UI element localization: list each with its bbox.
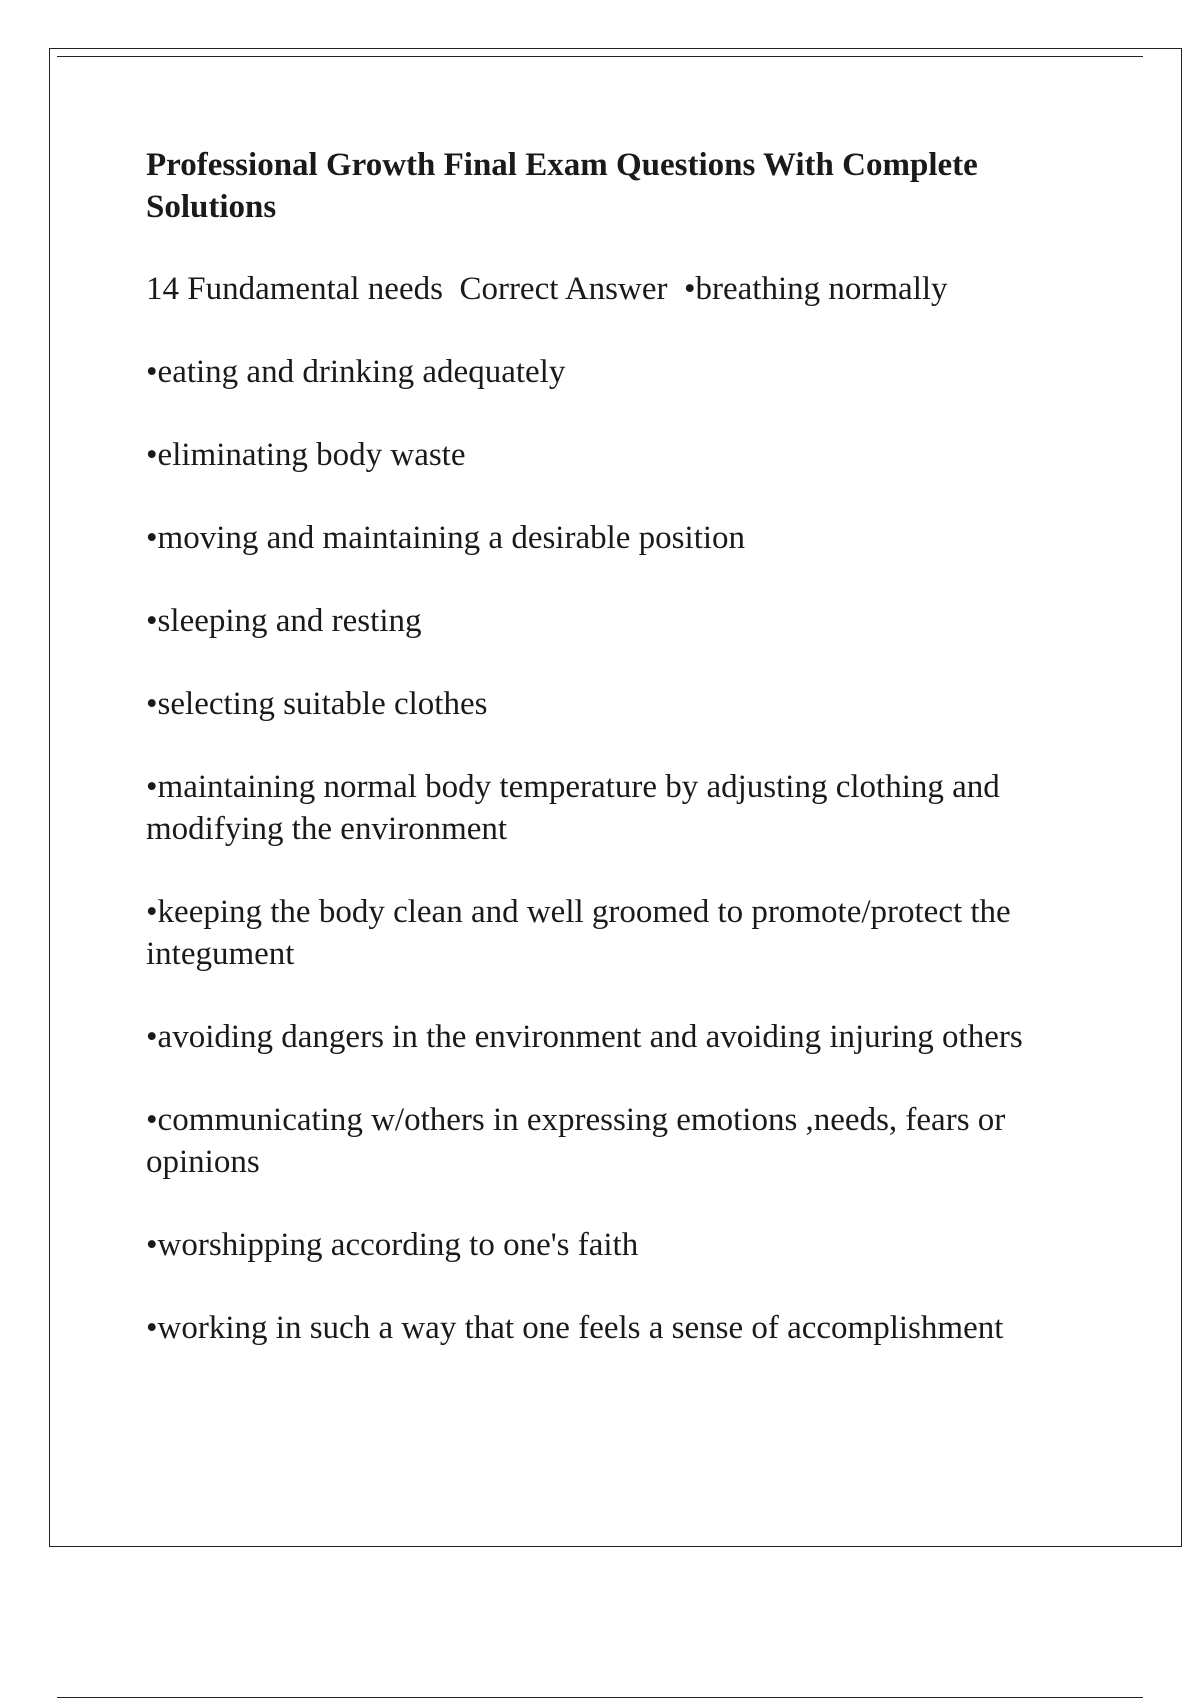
answer-item: •sleeping and resting (146, 603, 422, 639)
answer-item: •keeping the body clean and well groomed to promote/protect the integument (146, 894, 1011, 972)
answer-label: Correct Answer (459, 271, 668, 307)
answer-item: •selecting suitable clothes (146, 686, 488, 722)
answer-item: •eliminating body waste (146, 437, 466, 473)
answer-item: •worshipping according to one's faith (146, 1227, 639, 1263)
answer-item: •avoiding dangers in the environment and avoiding injuring others (146, 1019, 1023, 1055)
answer-item: •eating and drinking adequately (146, 354, 566, 390)
answer-item: •working in such a way that one feels a sense of accomplishment (146, 1310, 1004, 1346)
answer-item: •communicating w/others in expressing emotions ,needs, fears or opinions (146, 1102, 1006, 1180)
answer-item: •maintaining normal body temperature by adjusting clothing and modifying the environment (146, 769, 1000, 847)
answer-first-item: •breathing normally (683, 271, 948, 307)
top-rule (57, 56, 1143, 57)
question-prompt: 14 Fundamental needs (146, 271, 443, 307)
bottom-rule (57, 1697, 1143, 1698)
answer-item: •moving and maintaining a desirable position (146, 520, 746, 556)
document-body (146, 144, 1106, 1390)
question-line (146, 268, 1106, 310)
document-title: Professional Growth Final Exam Questions With Complete Solutions (146, 147, 978, 225)
